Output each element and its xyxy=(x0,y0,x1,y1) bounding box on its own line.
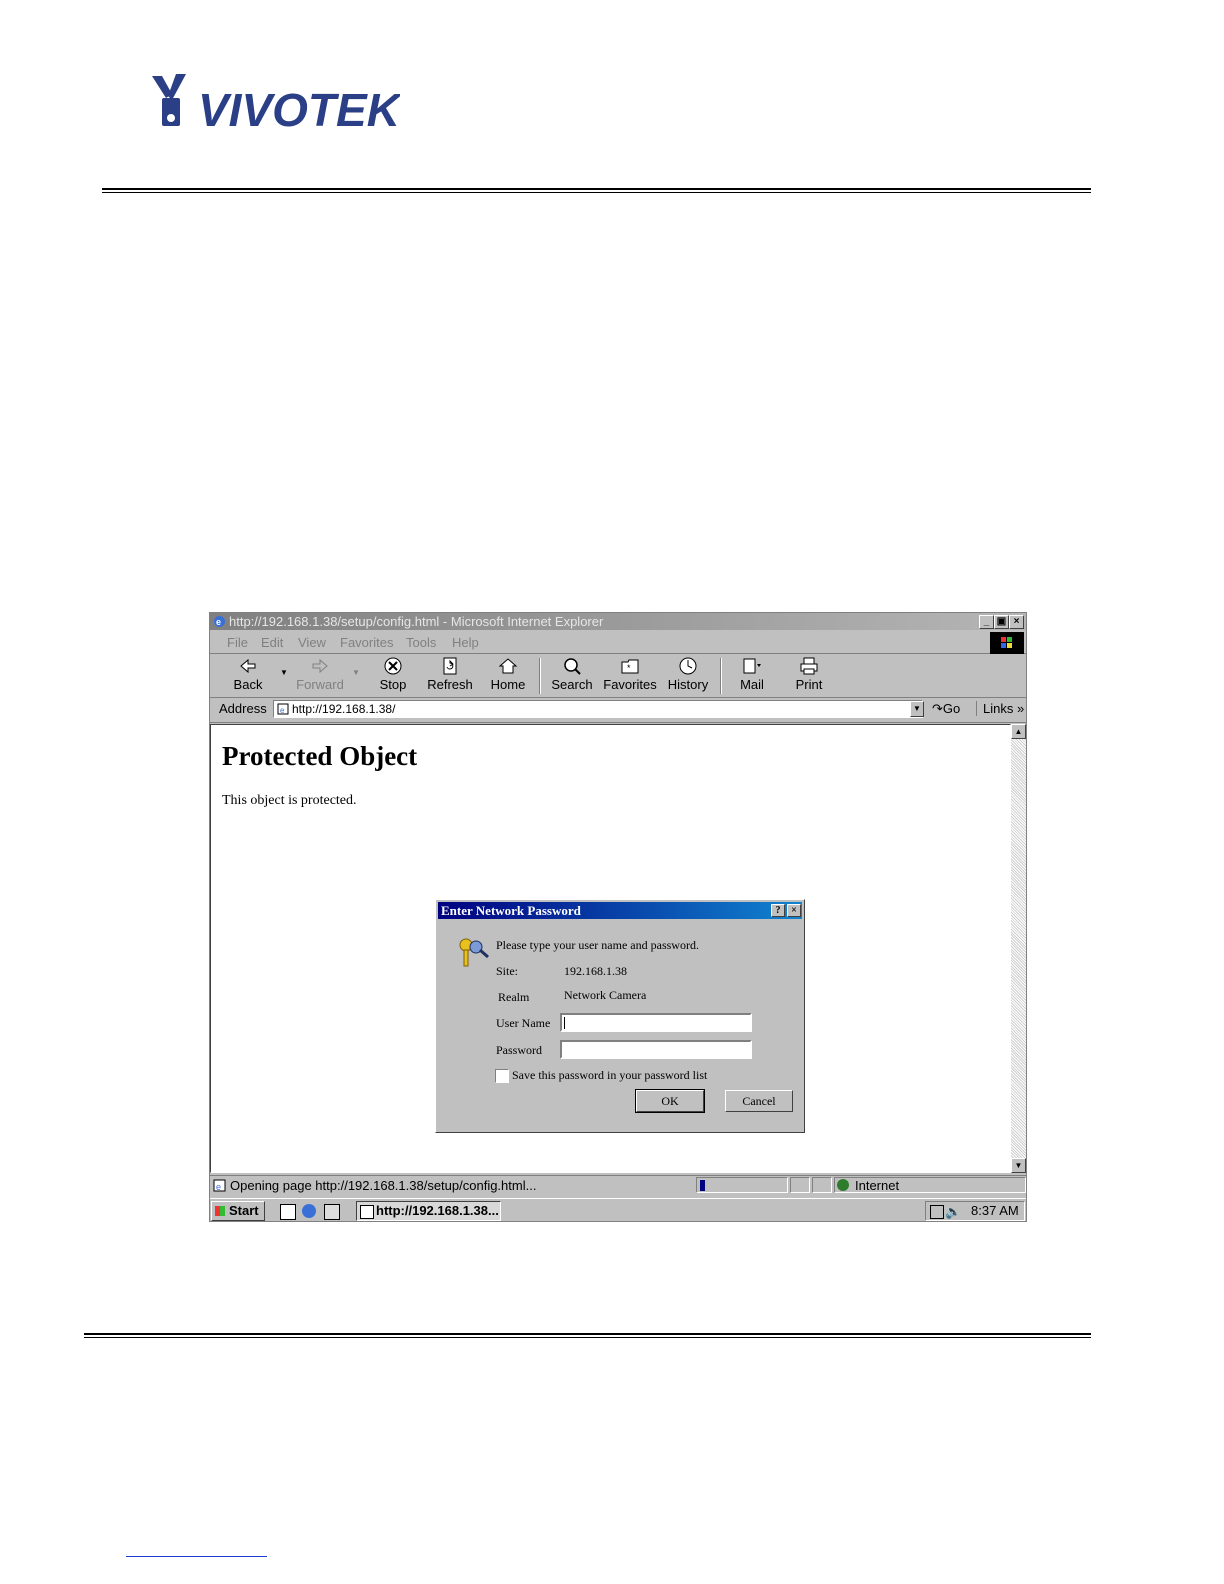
keys-icon xyxy=(456,935,490,969)
scroll-up-arrow-icon[interactable]: ▲ xyxy=(1011,724,1026,739)
windows-throbber-icon xyxy=(990,632,1024,654)
ie-window xyxy=(209,612,1027,1222)
menu-help[interactable]: Help xyxy=(452,635,479,650)
ie-icon xyxy=(360,1205,374,1219)
page-heading: Protected Object xyxy=(222,741,418,771)
standard-toolbar xyxy=(210,654,1026,698)
toolbar-separator xyxy=(720,658,722,694)
username-label: User Name xyxy=(496,1016,551,1030)
address-label: Address xyxy=(219,701,267,716)
menu-bar xyxy=(210,631,1026,654)
dialog-close-button[interactable]: × xyxy=(787,904,801,917)
favorites-button[interactable]: * Favorites xyxy=(602,656,658,692)
refresh-icon xyxy=(440,656,460,676)
window-title-bar xyxy=(210,613,1026,630)
realm-value: Network Camera xyxy=(564,988,647,1002)
history-button[interactable]: History xyxy=(666,656,710,692)
go-arrow-icon: ↷ xyxy=(932,701,943,716)
header-rule xyxy=(102,188,1091,190)
print-button[interactable]: Print xyxy=(792,656,826,692)
chevron-right-icon: » xyxy=(1016,701,1025,716)
page-icon xyxy=(213,1179,226,1192)
start-button[interactable]: Start xyxy=(211,1201,265,1221)
realm-label: Realm xyxy=(498,990,530,1004)
forward-button[interactable]: Forward xyxy=(296,656,344,692)
svg-text:VIVOTEK: VIVOTEK xyxy=(198,84,400,132)
globe-icon xyxy=(837,1179,849,1191)
restore-button[interactable]: ▣ xyxy=(994,615,1009,629)
taskbar xyxy=(210,1198,1026,1223)
site-label: Site: xyxy=(496,964,519,978)
tray-volume-icon[interactable]: 🔈 xyxy=(945,1204,962,1219)
svg-text:e: e xyxy=(216,617,222,627)
scroll-down-arrow-icon[interactable]: ▼ xyxy=(1011,1158,1026,1173)
search-button[interactable]: Search xyxy=(549,656,595,692)
password-label: Password xyxy=(496,1043,543,1057)
zone-label: Internet xyxy=(855,1178,900,1193)
back-arrow-icon xyxy=(238,656,258,676)
taskbar-ie-task[interactable]: http://192.168.1.38... xyxy=(356,1201,501,1221)
ok-button[interactable]: OK xyxy=(636,1090,704,1112)
address-input[interactable]: e http://192.168.1.38/ xyxy=(273,700,923,718)
system-tray xyxy=(925,1201,1025,1221)
dialog-title-bar xyxy=(438,902,802,919)
status-cell xyxy=(790,1177,810,1193)
tray-network-icon xyxy=(930,1205,944,1219)
site-value: 192.168.1.38 xyxy=(564,964,627,978)
forward-dropdown-icon[interactable]: ▼ xyxy=(352,668,360,677)
mail-icon xyxy=(742,656,762,676)
favorites-folder-icon xyxy=(620,656,640,676)
minimize-button[interactable]: _ xyxy=(979,615,994,629)
menu-view[interactable]: View xyxy=(298,635,326,650)
save-password-checkbox[interactable] xyxy=(495,1069,509,1083)
page-text: This object is protected. xyxy=(222,793,357,808)
back-dropdown-icon[interactable]: ▼ xyxy=(280,668,288,677)
progress-fill xyxy=(700,1180,705,1191)
progress-bar xyxy=(696,1177,788,1193)
menu-file[interactable]: File xyxy=(227,635,248,650)
menu-favorites[interactable]: Favorites xyxy=(340,635,394,650)
dialog-title: Enter Network Password xyxy=(441,903,581,918)
zone-cell xyxy=(834,1177,1026,1193)
toolbar-separator xyxy=(539,658,541,694)
footer-link-underline xyxy=(126,1556,267,1557)
text-cursor xyxy=(564,1017,565,1029)
quick-launch-desktop-icon[interactable] xyxy=(280,1204,296,1220)
help-button[interactable]: ? xyxy=(771,904,785,917)
status-bar xyxy=(210,1175,1026,1196)
links-button[interactable]: Links » xyxy=(976,701,1024,716)
back-button[interactable]: Back xyxy=(230,656,266,692)
menu-edit[interactable]: Edit xyxy=(261,635,284,650)
page-content xyxy=(210,724,1011,1173)
go-button[interactable]: ↷Go xyxy=(932,701,961,716)
printer-icon xyxy=(799,656,819,676)
home-button[interactable]: Home xyxy=(488,656,528,692)
dialog-prompt: Please type your user name and password. xyxy=(496,938,699,952)
network-password-dialog xyxy=(435,899,805,1133)
address-bar xyxy=(210,698,1026,723)
ie-icon xyxy=(213,615,226,628)
page-icon xyxy=(277,703,289,715)
cancel-button[interactable]: Cancel xyxy=(725,1090,793,1112)
windows-logo-icon xyxy=(215,1206,225,1216)
stop-button[interactable]: Stop xyxy=(376,656,410,692)
refresh-button[interactable]: Refresh xyxy=(426,656,474,692)
mail-button[interactable]: Mail xyxy=(732,656,772,692)
address-dropdown-button[interactable]: ▼ xyxy=(910,701,924,717)
footer-rule xyxy=(84,1333,1091,1335)
window-title: http://192.168.1.38/setup/config.html - Microsoft Internet Explorer xyxy=(229,614,604,629)
password-input[interactable] xyxy=(560,1040,752,1059)
quick-launch-channels-icon[interactable] xyxy=(324,1204,340,1220)
svg-text:e: e xyxy=(280,706,285,715)
close-button[interactable]: × xyxy=(1009,615,1024,629)
home-icon xyxy=(498,656,518,676)
vertical-scrollbar[interactable] xyxy=(1011,724,1026,1173)
search-icon xyxy=(562,656,582,676)
forward-arrow-icon xyxy=(310,656,330,676)
svg-text:*: * xyxy=(627,663,631,673)
save-password-label[interactable]: Save this password in your password list xyxy=(512,1068,708,1082)
menu-tools[interactable]: Tools xyxy=(406,635,437,650)
status-text: Opening page http://192.168.1.38/setup/config.html... xyxy=(230,1178,537,1193)
svg-text:e: e xyxy=(216,1182,222,1192)
history-icon xyxy=(678,656,698,676)
stop-icon xyxy=(383,656,403,676)
vivotek-logo xyxy=(150,72,400,132)
username-input[interactable] xyxy=(560,1013,752,1032)
status-cell xyxy=(812,1177,832,1193)
clock: 8:37 AM xyxy=(971,1203,1019,1218)
quick-launch-ie-icon[interactable] xyxy=(302,1204,316,1218)
